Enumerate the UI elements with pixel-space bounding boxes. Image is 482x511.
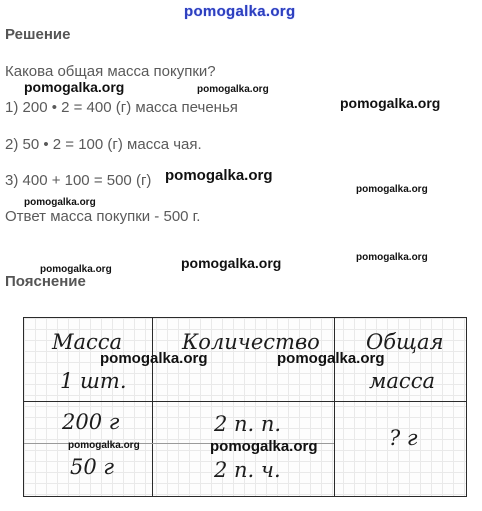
step-2-text: 2) 50 • 2 = 100 (г) масса чая. xyxy=(5,136,202,153)
table-column-divider xyxy=(152,318,153,496)
table-row-divider xyxy=(24,401,466,402)
row-2-mass: 50 г xyxy=(70,455,115,479)
step-3-text: 3) 400 + 100 = 500 (г) xyxy=(5,172,152,189)
header-mass: Масса xyxy=(52,330,123,354)
header-per-item: 1 шт. xyxy=(60,369,127,393)
header-total: Общая xyxy=(366,330,444,354)
watermark: pomogalka.org xyxy=(68,440,140,451)
watermark: pomogalka.org xyxy=(356,184,428,195)
header-quantity: Количество xyxy=(182,330,320,354)
watermark: pomogalka.org xyxy=(277,350,385,367)
watermark: pomogalka.org xyxy=(340,95,441,111)
watermark: pomogalka.org xyxy=(24,197,96,208)
step-1-text: 1) 200 • 2 = 400 (г) масса печенья xyxy=(5,99,238,116)
watermark: pomogalka.org xyxy=(24,79,125,95)
question-text: Какова общая масса покупки? xyxy=(5,63,216,80)
watermark: pomogalka.org xyxy=(165,167,273,184)
solution-heading: Решение xyxy=(5,26,71,43)
row-2-quantity: 2 п. ч. xyxy=(214,458,281,482)
watermark: pomogalka.org xyxy=(356,252,428,263)
watermark: pomogalka.org xyxy=(40,264,112,275)
row-1-total: ? г xyxy=(389,426,418,450)
answer-text: Ответ масса покупки - 500 г. xyxy=(5,208,201,225)
watermark: pomogalka.org xyxy=(210,438,318,455)
watermark: pomogalka.org xyxy=(100,350,208,367)
row-1-mass: 200 г xyxy=(62,410,120,434)
row-1-quantity: 2 п. п. xyxy=(214,412,282,436)
site-brand-watermark: pomogalka.org xyxy=(184,3,296,20)
watermark: pomogalka.org xyxy=(197,84,269,95)
table-column-divider xyxy=(334,318,335,496)
watermark: pomogalka.org xyxy=(181,255,282,271)
explanation-heading: Пояснение xyxy=(5,273,86,290)
explanation-table xyxy=(23,317,467,497)
header-total-mass: масса xyxy=(369,369,435,393)
